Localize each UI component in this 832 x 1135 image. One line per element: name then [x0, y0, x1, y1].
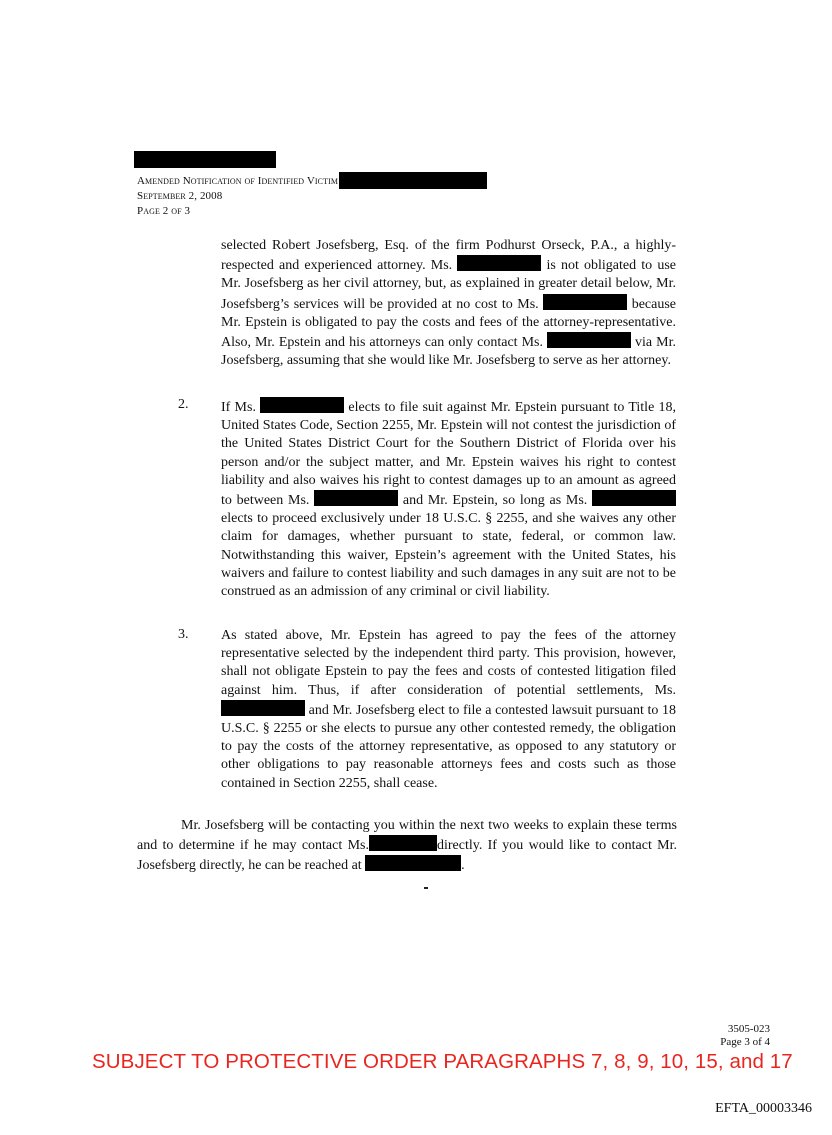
document-id: EFTA_00003346	[715, 1101, 812, 1116]
name-redaction	[314, 490, 398, 506]
para1-text-c: because Mr. Epstein is obligated to pay the costs and fees of the attorney-representative. Also, Mr. Epstein and his attorneys can only contact Ms.	[221, 296, 677, 351]
name-redaction	[547, 332, 631, 348]
closing-paragraph	[137, 817, 677, 876]
closing-text-b: directly. If you would like to contact Mr. Josefsberg directly, he can be reached at	[137, 838, 677, 874]
item3-text-b: and Mr. Josefsberg elect to file a contested lawsuit pursuant to 18 U.S.C. § 2255 or she elects to pursue any other contested remedy, the obligation to pay the costs of the attorney representative, as opposed to any statutory or other obligations to pay reasonable attorneys fees and costs such as those contained in Section 2255, shall cease.	[221, 702, 676, 791]
victim-name-redaction	[339, 172, 487, 189]
bates-stamp	[720, 1023, 770, 1049]
name-redaction	[457, 255, 541, 271]
header-date: September 2, 2008	[137, 190, 223, 202]
name-redaction	[260, 397, 344, 413]
paragraph-continued	[221, 237, 676, 370]
phone-redaction	[365, 855, 461, 871]
item2-text-b: elects to file suit against Mr. Epstein pursuant to Title 18, United States Code, Section 2255, Mr. Epstein will not contest the jurisdiction of the United States District Court for the Southern District of Florida over his person and/or the subject matter, and Mr. Epstein waives his right to contest liability and also waives his right to contest damages up to an amount as agreed to between Ms.	[221, 400, 676, 509]
name-redaction	[592, 490, 676, 506]
header-redaction	[134, 151, 276, 168]
para1-text-b: is not obligated to use Mr. Josefsberg as her civil attorney, but, as explained in greater detail below, Mr. Josefsberg’s services will be provided at no cost to Ms.	[221, 258, 676, 312]
header-title: Amended Notification of Identified Victim	[137, 175, 339, 187]
header-page: Page 2 of 3	[137, 205, 191, 217]
name-redaction	[221, 700, 305, 716]
bates-page: Page 3 of 4	[720, 1036, 770, 1048]
name-redaction	[369, 835, 437, 851]
closing-text-c: .	[461, 858, 465, 874]
closing-text-a: Mr. Josefsberg will be contacting you within the next two weeks to explain these terms and to determine if he may contact Ms.	[137, 818, 677, 854]
para1-text-a: selected Robert Josefsberg, Esq. of the firm Podhurst Orseck, P.A., a highly-respected and experienced attorney. Ms.	[221, 238, 676, 274]
para1-text-d: via Mr. Josefsberg, assuming that she would like Mr. Josefsberg to serve as her attorney.	[221, 335, 677, 369]
protective-order-banner: SUBJECT TO PROTECTIVE ORDER PARAGRAPHS 7, 8, 9, 10, 15, and 17	[92, 1050, 793, 1073]
item-number-3: 3.	[178, 627, 189, 642]
item-3-paragraph	[221, 627, 676, 793]
letter-header	[137, 172, 487, 219]
item2-text-c: and Mr. Epstein, so long as Ms.	[402, 493, 588, 509]
stray-mark	[424, 887, 428, 889]
item-number-2: 2.	[178, 397, 189, 412]
bates-code: 3505-023	[727, 1023, 770, 1035]
item-2-paragraph	[221, 397, 676, 601]
item2-text-d: elects to proceed exclusively under 18 U.S.C. § 2255, and she waives any other claim for damages, whether pursuant to state, federal, or common law. Notwithstanding this waiver, Epstein’s agreement with the United States, his waivers and failure to contest liability and such damages in any suit are not to be construed as an admission of any criminal or civil liability.	[221, 511, 676, 600]
name-redaction	[543, 294, 627, 310]
item2-text-a: If Ms.	[221, 400, 256, 415]
item3-text-a: As stated above, Mr. Epstein has agreed to pay the fees of the attorney representative selected by the independent third party. This provision, however, shall not obligate Epstein to pay the fees and costs of contested litigation filed against him. Thus, if after consideration of potential settlements, Ms.	[221, 628, 676, 698]
